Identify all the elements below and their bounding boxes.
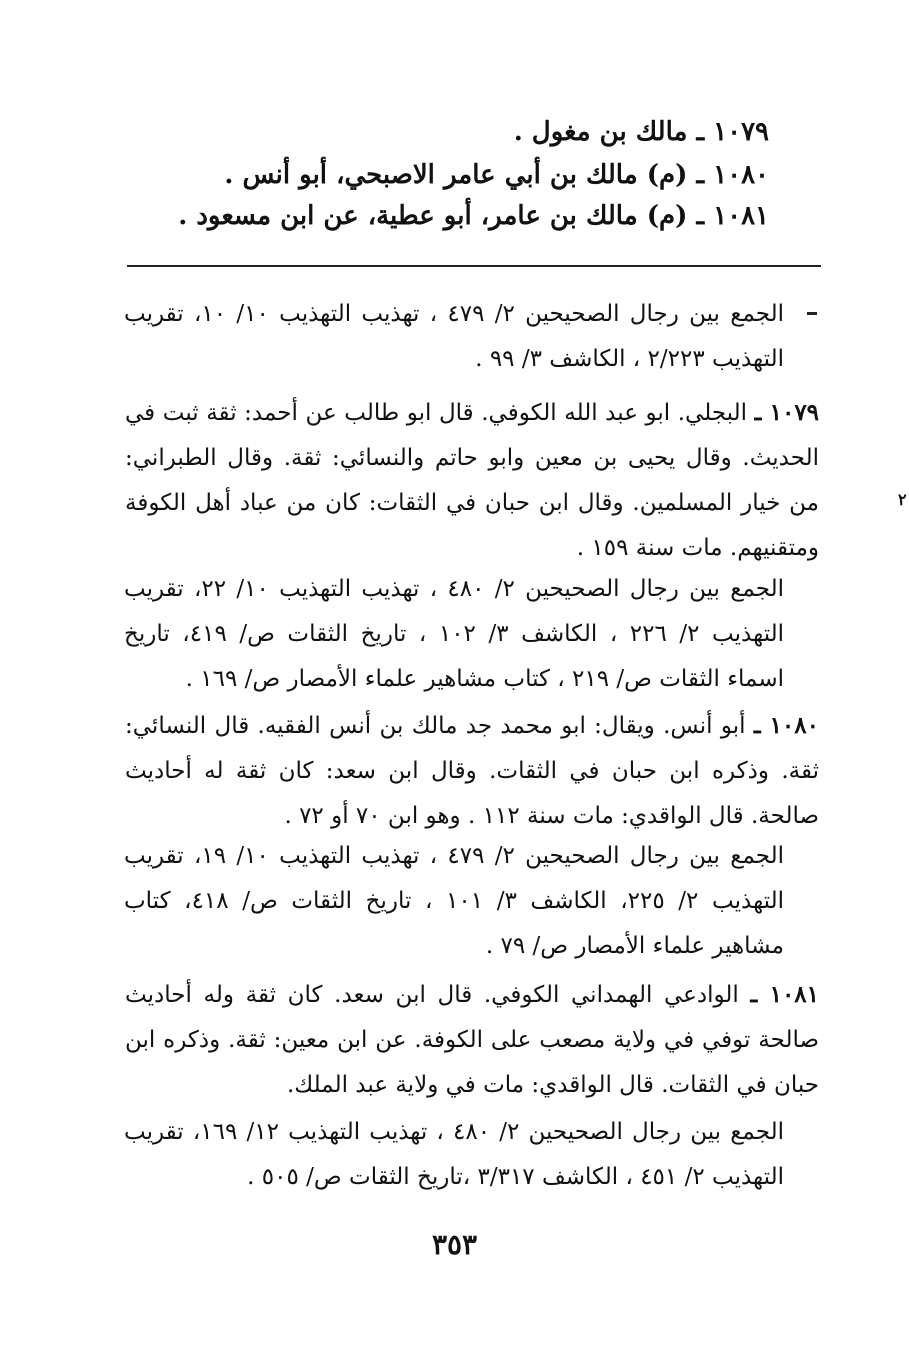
note-number: ١٠٧٩ ـ xyxy=(754,399,820,426)
note-1079 xyxy=(125,390,819,571)
note-text: البجلي. ابو عبد الله الكوفي. قال ابو طالب عن أحمد: ثقة ثبت في الحديث. وقال يحيى بن معين وابو حاتم والنسائي: ثقة. وقال الطبراني: من خيار المسلمين. وقال ابن حبان في الثقات: كان من عباد أهل الكوفة ومتقنيهم. مات سنة ١٥٩ . xyxy=(125,400,819,561)
note-text: الوادعي الهمداني الكوفي. قال ابن سعد. كان ثقة وله أحاديث صالحة توفي في ولاية مصعب على الكوفة. عن ابن معين: ثقة. وذكره ابن حبان في الثقات. قال الواقدي: مات في ولاية عبد الملك. xyxy=(125,982,819,1098)
note-number: ١٠٨١ ـ xyxy=(750,981,820,1008)
references-1081: الجمع بين رجال الصحيحين ٢/ ٤٨٠ ، تهذيب التهذيب ١٢/ ١٦٩، تقريب التهذيب ٢/ ٤٥١ ، الكاشف ٣/٣١٧ ،تاريخ الثقات ص/ ٥٠٥ . xyxy=(124,1119,784,1190)
page-number: ٣٥٣ xyxy=(431,1228,478,1261)
footnote-divider xyxy=(127,265,821,267)
entry-title-1080: ١٠٨٠ ـ (م) مالك بن أبي عامر الاصبحي، أبو أنس . xyxy=(224,160,769,190)
note-number: ١٠٨٠ ـ xyxy=(753,712,819,739)
references-general: الجمع بين رجال الصحيحين ٢/ ٤٧٩ ، تهذيب التهذيب ١٠/ ١٠، تقريب التهذيب ٢/٢٢٣ ، الكاشف ٣/ ٩٩ . xyxy=(124,301,784,372)
note-1080 xyxy=(125,703,819,839)
entry-title-1081: ١٠٨١ ـ (م) مالك بن عامر، أبو عطية، عن ابن مسعود . xyxy=(178,201,769,231)
bullet-dash xyxy=(807,312,817,315)
entry-title-1079: ١٠٧٩ ـ مالك بن مغول . xyxy=(513,117,769,147)
references-1080: الجمع بين رجال الصحيحين ٢/ ٤٧٩ ، تهذيب التهذيب ١٠/ ١٩، تقريب التهذيب ٢/ ٢٢٥، الكاشف ٣/ ١٠١ ، تاريخ الثقات ص/ ٤١٨، كتاب مشاهير علماء الأمصار ص/ ٧٩ . xyxy=(124,843,785,959)
note-1081 xyxy=(125,972,819,1108)
note-text: أبو أنس. ويقال: ابو محمد جد مالك بن أنس الفقيه. قال النسائي: ثقة. وذكره ابن حبان في الثقات. وقال ابن سعد: كان ثقة له أحاديث صالحة. قال الواقدي: مات سنة ١١٢ . وهو ابن ٧٠ أو ٧٢ . xyxy=(125,713,819,829)
margin-mark: ٢ xyxy=(898,490,907,509)
references-1079: الجمع بين رجال الصحيحين ٢/ ٤٨٠ ، تهذيب التهذيب ١٠/ ٢٢، تقريب التهذيب ٢/ ٢٢٦ ، الكاشف ٣/ ١٠٢ ، تاريخ الثقات ص/ ٤١٩، تاريخ اسماء الثقات ص/ ٢١٩ ، كتاب مشاهير علماء الأمصار ص/ ١٦٩ . xyxy=(124,576,785,692)
